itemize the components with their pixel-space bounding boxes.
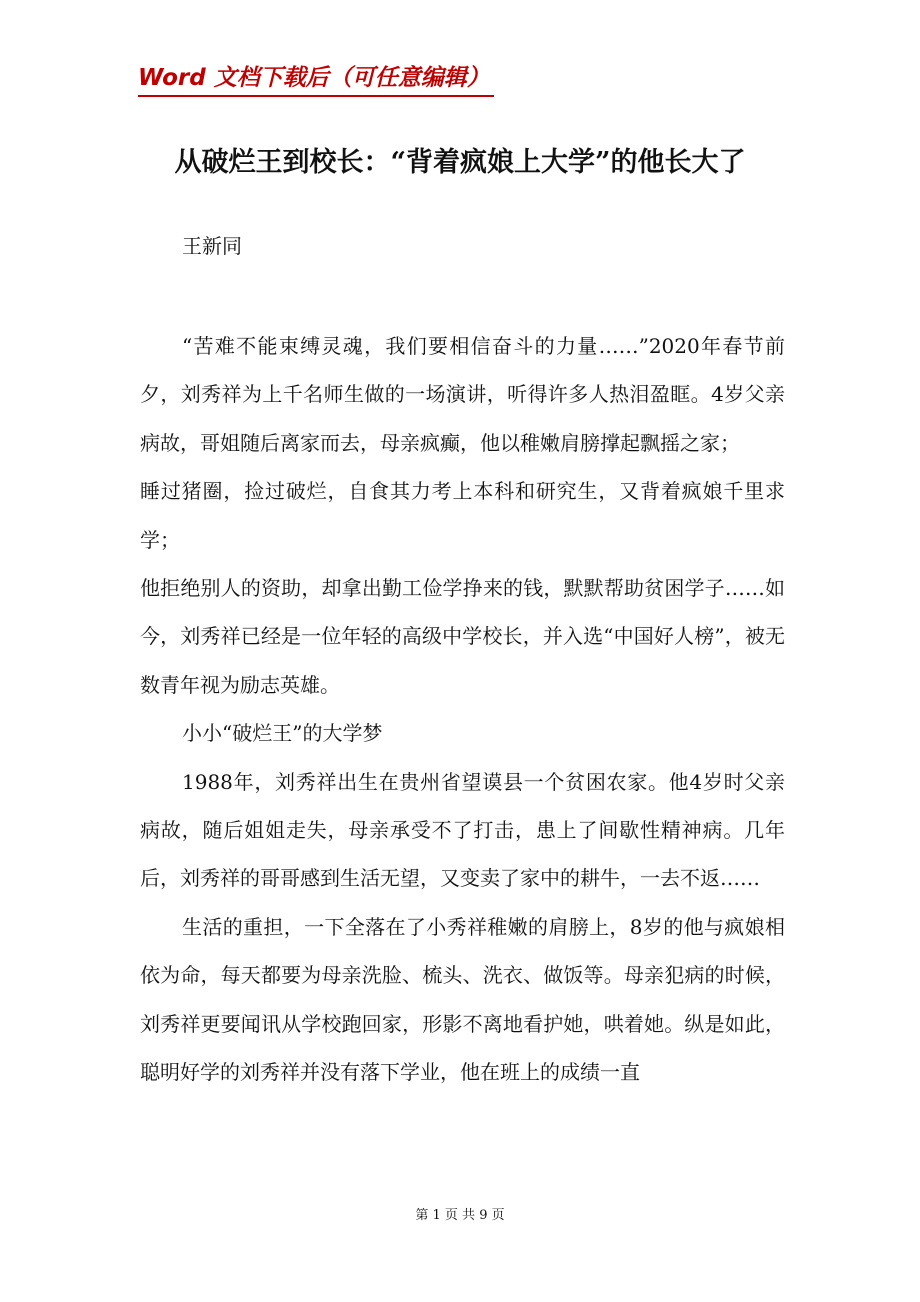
paragraph: 他拒绝别人的资助，却拿出勤工俭学挣来的钱，默默帮助贫困学子……如今，刘秀祥已经是一位年轻的高级中学校长，并入选“中国好人榜”，被无数青年视为励志英雄。 (140, 576, 785, 697)
paragraph: 睡过猪圈，捡过破烂，自食其力考上本科和研究生，又背着疯娘千里求学； (140, 479, 785, 552)
paragraph: 1988年，刘秀祥出生在贵州省望谟县一个贫困农家。他4岁时父亲病故，随后姐姐走失，母亲承受不了打击，患上了间歇性精神病。几年后，刘秀祥的哥哥感到生活无望，又变卖了家中的耕牛，一去不返…… (140, 769, 785, 891)
page-footer (0, 1206, 920, 1226)
footer-total-pages: 9 (479, 1208, 488, 1223)
header-text: Word 文档下载后（可任意编辑） (138, 65, 490, 91)
author-name: 王新同 (182, 234, 242, 258)
document-title: 从破烂王到校长：“背着疯娘上大学”的他长大了 (174, 147, 746, 178)
footer-middle: 页 共 (444, 1208, 476, 1223)
paragraph: “苦难不能束缚灵魂，我们要相信奋斗的力量……”2020年春节前夕，刘秀祥为上千名师生做的一场演讲，听得许多人热泪盈眶。4岁父亲病故，哥姐随后离家而去，母亲疯癫，他以稚嫩肩膀撑起飘摇之家； (140, 334, 785, 455)
footer-page-number: 1 (432, 1208, 441, 1223)
footer-prefix: 第 (415, 1208, 429, 1223)
section-heading: 小小“破烂王”的大学梦 (182, 721, 383, 746)
header-underline (138, 95, 494, 97)
page-header (138, 62, 494, 94)
paragraph: 生活的重担，一下全落在了小秀祥稚嫩的肩膀上，8岁的他与疯娘相依为命，每天都要为母亲洗脸、梳头、洗衣、做饭等。母亲犯病的时候，刘秀祥更要闻讯从学校跑回家，形影不离地看护她，哄着她。纵是如此，聪明好学的刘秀祥并没有落下学业，他在班上的成绩一直 (140, 914, 785, 1085)
document-body (140, 322, 785, 1097)
footer-suffix: 页 (491, 1208, 505, 1223)
